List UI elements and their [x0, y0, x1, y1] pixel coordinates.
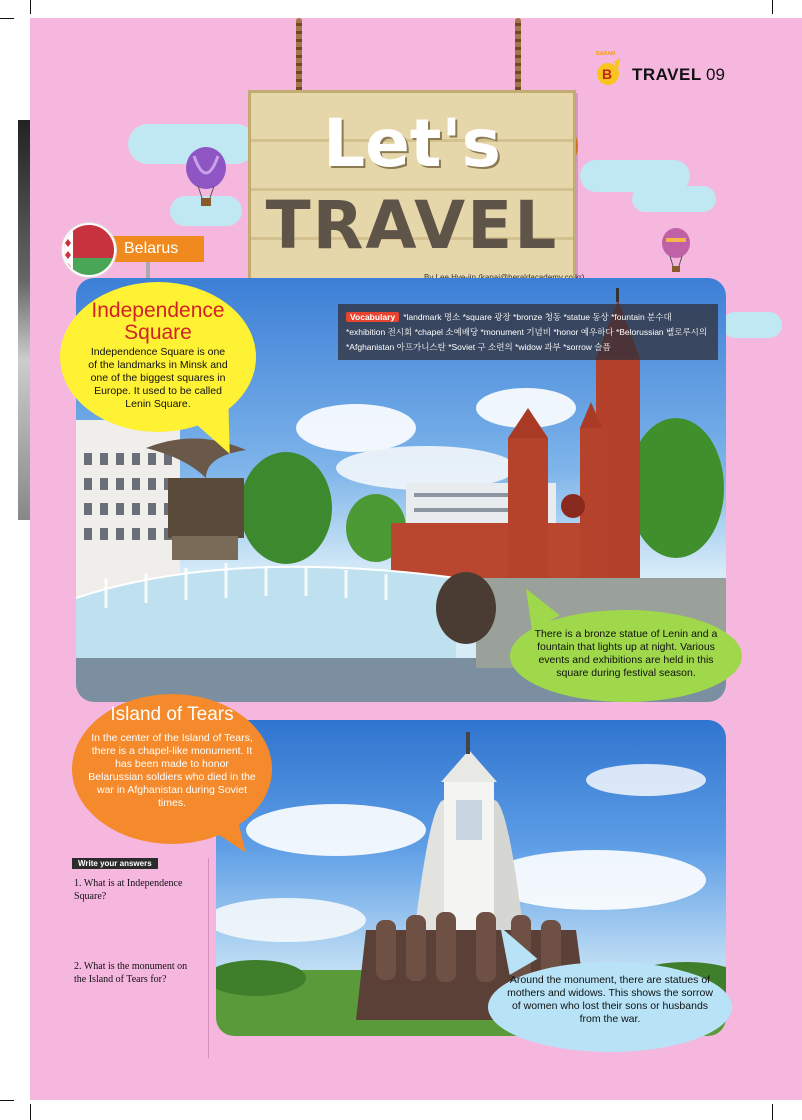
- vocabulary-text: *landmark 명소 *square 광장 *bronze 청동 *statue 동상 *fountain 분수대 *exhibition 전시회 *chapel 소예배당 *monument 기념비 *honor 예우하다 *Belorussian 벨로루시의 *Afghanistan 아프가니스탄 *Soviet 구 소련의 *widow 과부 *sorrow 슬픔: [346, 312, 708, 352]
- page-number: 09: [706, 65, 725, 84]
- title-sign: [248, 90, 576, 292]
- crop-mark: [30, 1104, 31, 1120]
- independence-square-text: Independence Square is one of the landmarks in Minsk and one of the biggest squares in Europe. It used to be called Lenin Square.: [88, 346, 228, 410]
- answers-heading: Write your answers: [72, 858, 158, 869]
- magazine-logo: [594, 48, 624, 92]
- independence-square-title: Independence Square: [91, 299, 225, 344]
- sign-rope: [296, 18, 302, 98]
- monument-info-text: Around the monument, there are statues of mothers and widows. This shows the sorrow of women who lost their sons or husbands from the war.: [507, 974, 713, 1025]
- statue-info-bubble: [510, 610, 742, 702]
- belarus-flag-icon: [62, 223, 116, 277]
- island-of-tears-text: In the center of the Island of Tears, there is a chapel-like monument. It has been made to honor Belarussian soldiers who died in the war in Afghanistan during Soviet times.: [88, 732, 256, 809]
- monument-info-bubble: [488, 962, 732, 1052]
- statue-info-text: There is a bronze statue of Lenin and a fountain that lights up at night. Various events and exhibitions are held in this square during festival season.: [534, 628, 718, 679]
- cloud-decoration: [722, 312, 782, 338]
- page-title-line2: TRAVEL: [265, 187, 559, 264]
- crop-mark: [0, 1100, 14, 1101]
- vocabulary-box: [338, 304, 718, 360]
- hot-air-balloon-icon: [184, 146, 228, 213]
- independence-square-bubble: [60, 282, 256, 432]
- crop-mark: [772, 0, 773, 14]
- cloud-decoration: [632, 186, 716, 212]
- section-title: TRAVEL: [632, 65, 702, 84]
- svg-text:B: B: [602, 66, 613, 82]
- hot-air-balloon-icon: [660, 228, 692, 279]
- island-of-tears-bubble: [72, 694, 272, 844]
- crop-mark: [772, 1104, 773, 1120]
- crop-mark: [0, 18, 14, 19]
- svg-text:ᴮᴬᴿᴬᴹ: ᴮᴬᴿᴬᴹ: [596, 50, 616, 59]
- page-title-line1: Let's: [323, 105, 501, 182]
- question-1: 1. What is at Independence Square?: [74, 878, 183, 902]
- island-of-tears-title: Island of Tears: [110, 704, 234, 725]
- vocabulary-tag: Vocabulary: [346, 312, 399, 322]
- adjacent-page-bleed: [18, 120, 30, 520]
- country-label: Belarus: [112, 236, 204, 262]
- question-2: 2. What is the monument on the Island of Tears for?: [74, 961, 188, 985]
- crop-mark: [30, 0, 31, 14]
- sign-rope: [515, 18, 521, 98]
